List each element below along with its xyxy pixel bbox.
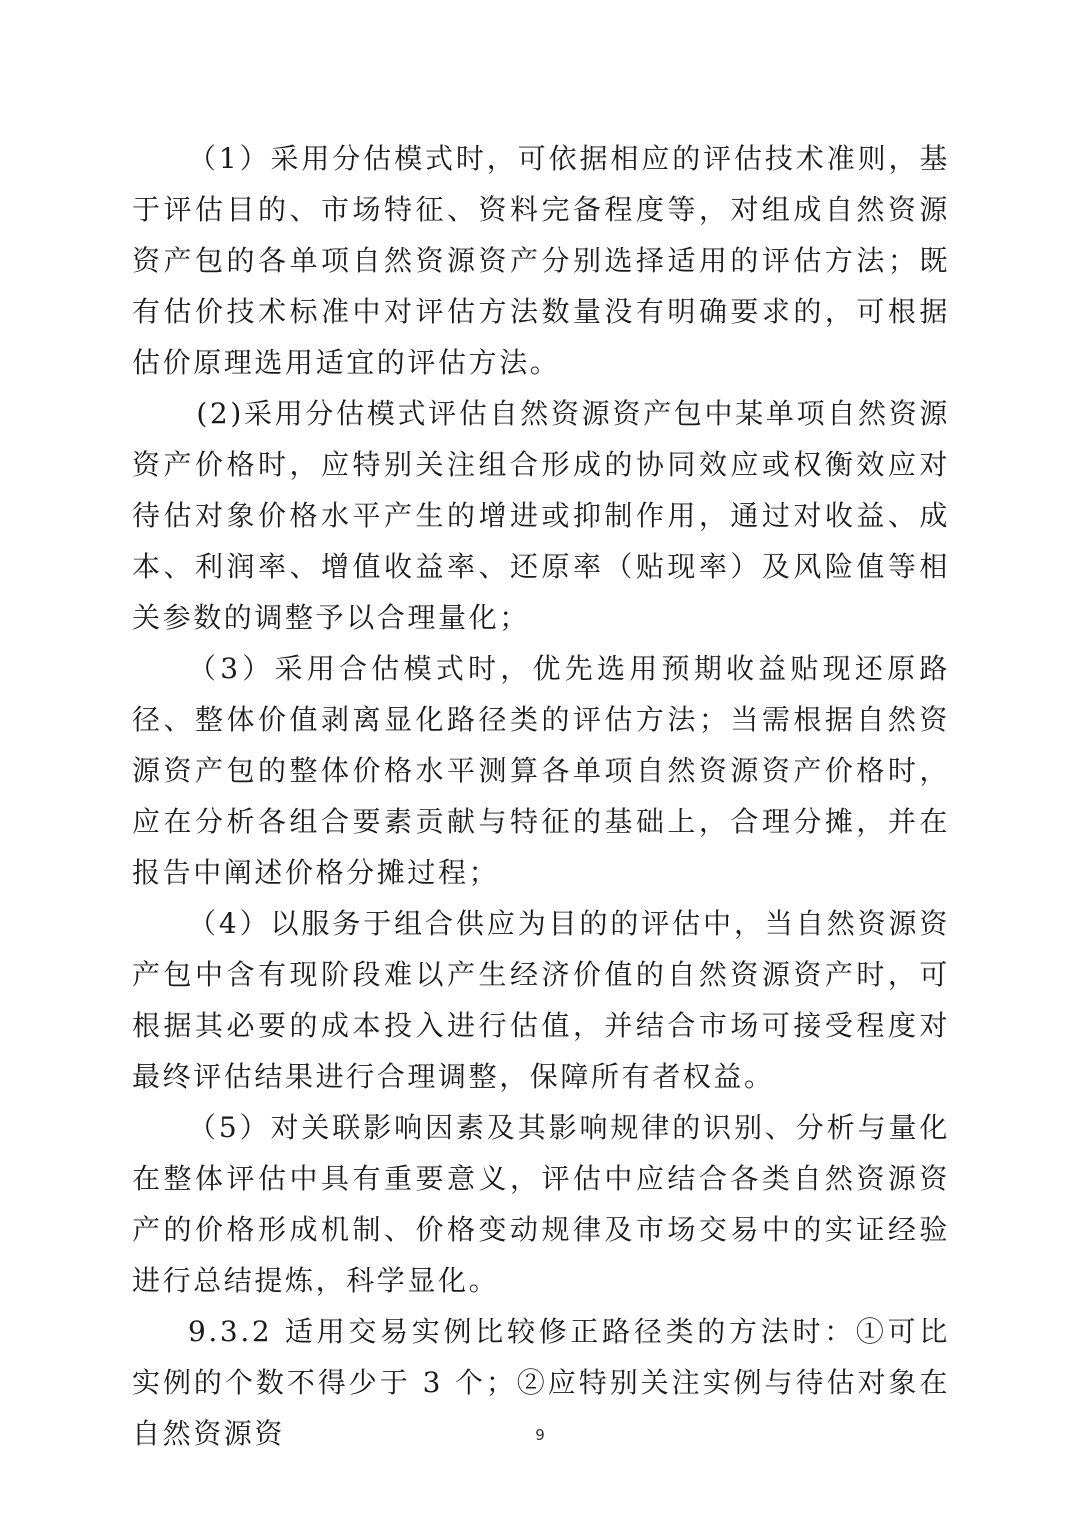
paragraph-5: （5）对关联影响因素及其影响规律的识别、分析与量化在整体评估中具有重要意义，评估中应结合各类自然资源资产的价格形成机制、价格变动规律及市场交易中的实证经验进行总结提炼，科学显化。 (132, 1111, 950, 1297)
body-text (132, 133, 950, 1459)
paragraph-1: （1）采用分估模式时，可依据相应的评估技术准则，基于评估目的、市场特征、资料完备程度等，对组成自然资源资产包的各单项自然资源资产分别选择适用的评估方法；既有估价技术标准中对评估方法数量没有明确要求的，可根据估价原理选用适宜的评估方法。 (132, 142, 950, 379)
paragraph-6: 9.3.2 适用交易实例比较修正路径类的方法时：①可比实例的个数不得少于 3 个；②应特别关注实例与待估对象在自然资源资 (132, 1315, 950, 1450)
paragraph-2: (2)采用分估模式评估自然资源资产包中某单项自然资源资产价格时，应特别关注组合形成的协同效应或权衡效应对待估对象价格水平产生的增进或抑制作用，通过对收益、成本、利润率、增值收益率、还原率（贴现率）及风险值等相关参数的调整予以合理量化； (132, 397, 950, 634)
paragraph-4: （4）以服务于组合供应为目的的评估中，当自然资源资产包中含有现阶段难以产生经济价值的自然资源资产时，可根据其必要的成本投入进行估值，并结合市场可接受程度对最终评估结果进行合理调整，保障所有者权益。 (132, 907, 950, 1093)
paragraph-3: （3）采用合估模式时，优先选用预期收益贴现还原路径、整体价值剥离显化路径类的评估方法；当需根据自然资源资产包的整体价格水平测算各单项自然资源资产价格时，应在分析各组合要素贡献与特征的基础上，合理分摊，并在报告中阐述价格分摊过程； (132, 652, 950, 889)
page-number: 9 (535, 1426, 545, 1444)
